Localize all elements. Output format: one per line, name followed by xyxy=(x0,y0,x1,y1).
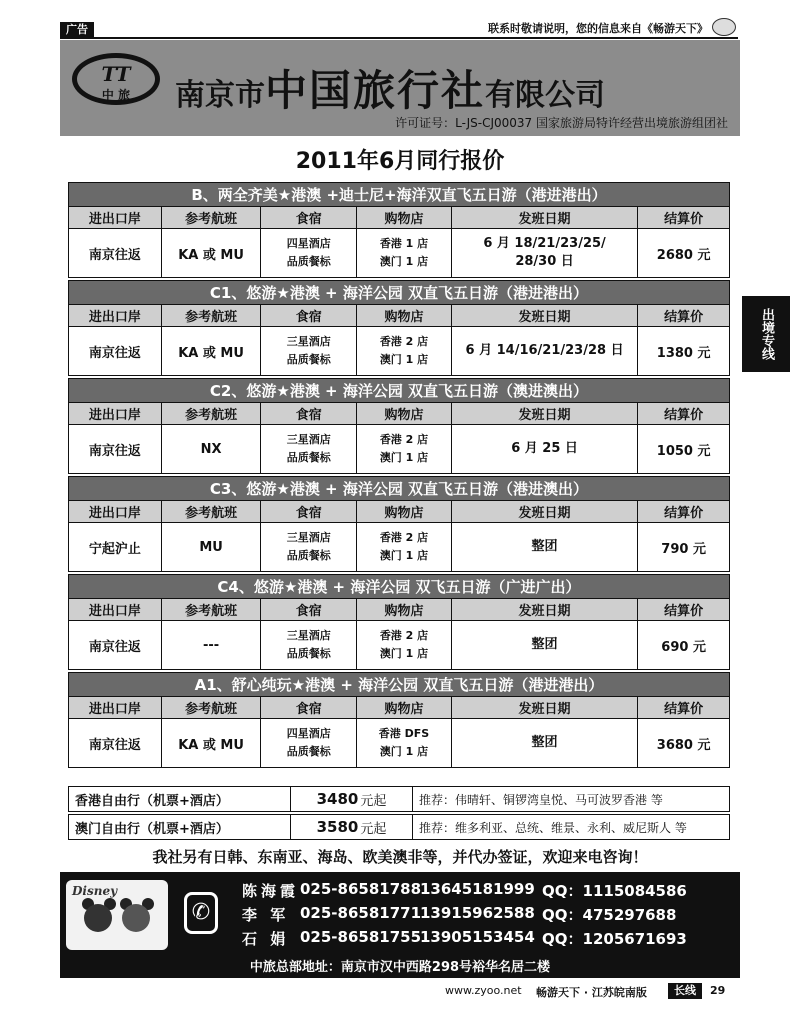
flight-cell: NX xyxy=(162,425,262,473)
meal-level: 品质餐标 xyxy=(286,549,331,562)
contact-mobile[interactable]: 13645181999 xyxy=(420,880,535,898)
contact-mobile[interactable]: 13905153454 xyxy=(420,928,535,946)
shop-macau: 澳门 1 店 xyxy=(379,745,429,758)
flight-cell: --- xyxy=(162,621,262,669)
contact-mobile[interactable]: 13915962588 xyxy=(420,904,535,922)
phone-icon: ✆ xyxy=(184,892,218,934)
column-header-row xyxy=(69,501,729,523)
column-header: 食宿 xyxy=(261,599,357,620)
magazine-logo-icon xyxy=(712,18,736,36)
free-travel-row xyxy=(68,786,730,812)
hotel-level: 四星酒店 xyxy=(286,727,331,740)
tour-section xyxy=(68,280,730,376)
flight-cell: KA 或 MU xyxy=(162,229,262,277)
company-prefix: 南京市 xyxy=(175,78,265,113)
shop-hk: 香港 2 店 xyxy=(379,433,429,446)
column-header: 参考航班 xyxy=(162,697,262,718)
column-header: 购物店 xyxy=(357,599,452,620)
hotel-level: 三星酒店 xyxy=(286,531,331,544)
column-header: 参考航班 xyxy=(162,501,262,522)
port-cell: 宁起沪止 xyxy=(69,523,162,571)
column-header: 参考航班 xyxy=(162,403,262,424)
section-title: C3、悠游★港澳 + 海洋公园 双直飞五日游（港进澳出） xyxy=(69,477,729,501)
section-title: B、两全齐美★港澳 +迪士尼+海洋双直飞五日游（港进港出） xyxy=(69,183,729,207)
column-header: 结算价 xyxy=(664,408,704,423)
disney-logo-icon xyxy=(66,880,168,950)
shop-cell xyxy=(357,229,452,277)
column-header: 进出口岸 xyxy=(69,207,162,228)
contact-person xyxy=(242,904,676,925)
column-header: 购物店 xyxy=(357,207,452,228)
ad-label: 广告 xyxy=(60,22,94,38)
column-header-row xyxy=(69,697,729,719)
column-header-row xyxy=(69,207,729,229)
column-header: 购物店 xyxy=(357,305,452,326)
shop-macau: 澳门 1 店 xyxy=(379,255,429,268)
column-header: 食宿 xyxy=(261,697,357,718)
shop-macau: 澳门 1 店 xyxy=(379,549,429,562)
column-header: 结算价 xyxy=(664,506,704,521)
column-header: 参考航班 xyxy=(162,207,262,228)
column-header: 发班日期 xyxy=(452,305,638,326)
price-value: 3480 xyxy=(316,790,359,808)
contact-tel[interactable]: 025-86581755 xyxy=(300,928,422,946)
shop-cell xyxy=(357,719,452,767)
column-header: 购物店 xyxy=(357,403,452,424)
contact-note: 联系时敬请说明，您的信息来自《畅游天下》 xyxy=(488,22,708,35)
column-header: 进出口岸 xyxy=(69,403,162,424)
table-row xyxy=(69,621,729,669)
column-header: 食宿 xyxy=(261,207,357,228)
minnie-icon xyxy=(122,904,150,932)
lodging-cell xyxy=(261,621,357,669)
shop-cell xyxy=(357,621,452,669)
hotel-level: 三星酒店 xyxy=(286,433,331,446)
page-number: 29 xyxy=(710,984,726,997)
price-value: 3580 xyxy=(316,818,359,836)
contact-person xyxy=(242,880,687,901)
top-bar xyxy=(0,0,800,38)
section-title: A1、舒心纯玩★港澳 + 海洋公园 双直飞五日游（港进港出） xyxy=(69,673,729,697)
shop-hk: 香港 2 店 xyxy=(379,629,429,642)
shop-macau: 澳门 1 店 xyxy=(379,647,429,660)
company-main: 中国旅行社 xyxy=(265,66,486,115)
contact-tel[interactable]: 025-86581771 xyxy=(300,904,422,922)
column-header-row xyxy=(69,403,729,425)
column-header: 发班日期 xyxy=(452,599,638,620)
meal-level: 品质餐标 xyxy=(286,353,331,366)
contact-tel[interactable]: 025-86581788 xyxy=(300,880,422,898)
departure-date-cell: 整团 xyxy=(452,523,638,571)
section-title: C1、悠游★港澳 + 海洋公园 双直飞五日游（港进港出） xyxy=(69,281,729,305)
tour-section xyxy=(68,476,730,572)
meal-level: 品质餐标 xyxy=(286,745,331,758)
section-title: C4、悠游★港澳 + 海洋公园 双飞五日游（广进广出） xyxy=(69,575,729,599)
column-header: 结算价 xyxy=(664,604,704,619)
column-header: 参考航班 xyxy=(162,599,262,620)
shop-cell xyxy=(357,327,452,375)
column-header: 食宿 xyxy=(261,305,357,326)
meal-level: 品质餐标 xyxy=(286,647,331,660)
table-row xyxy=(69,523,729,571)
lodging-cell xyxy=(261,229,357,277)
hq-address: 中旅总部地址：南京市汉中西路298号裕华名居二楼 xyxy=(249,960,551,975)
departure-date-cell: 整团 xyxy=(452,719,638,767)
contact-name: 李 军 xyxy=(242,906,290,924)
shop-hk: 香港 2 店 xyxy=(379,335,429,348)
disney-logo-text: Disney xyxy=(72,884,118,898)
hotel-level: 三星酒店 xyxy=(286,629,331,642)
port-cell: 南京往返 xyxy=(69,327,162,375)
table-row xyxy=(69,425,729,473)
shop-macau: 澳门 1 店 xyxy=(379,451,429,464)
contact-qq: QQ：1205671693 xyxy=(542,930,687,948)
meal-level: 品质餐标 xyxy=(286,255,331,268)
departure-date-cell: 6 月 25 日 xyxy=(452,425,638,473)
shop-hk: 香港 1 店 xyxy=(379,237,429,250)
contact-panel xyxy=(60,872,740,978)
page-title: 2011年6月同行报价 xyxy=(295,149,505,174)
column-header-row xyxy=(69,305,729,327)
column-header: 参考航班 xyxy=(162,305,262,326)
column-header: 发班日期 xyxy=(452,207,638,228)
shop-cell xyxy=(357,523,452,571)
price-unit: 元起 xyxy=(360,793,387,809)
price-cell: 690 元 xyxy=(661,639,706,655)
contact-person xyxy=(242,928,687,949)
company-suffix: 有限公司 xyxy=(485,78,606,113)
lodging-cell xyxy=(261,719,357,767)
table-row xyxy=(69,719,729,767)
column-header: 食宿 xyxy=(261,501,357,522)
column-header: 发班日期 xyxy=(452,697,638,718)
port-cell: 南京往返 xyxy=(69,719,162,767)
page-footer xyxy=(0,982,800,1002)
free-travel-recommend: 推荐：维多利亚、总统、维景、永利、威尼斯人 等 xyxy=(419,820,687,835)
column-header: 发班日期 xyxy=(452,501,638,522)
column-header-row xyxy=(69,599,729,621)
license-info: 许可证号：L-JS-CJ00037 国家旅游局特许经营出境旅游组团社 xyxy=(395,116,728,130)
shop-hk: 香港 2 店 xyxy=(379,531,429,544)
tour-section xyxy=(68,672,730,768)
departure-date-cell: 6 月 14/16/21/23/28 日 xyxy=(452,327,638,375)
price-cell: 3680 元 xyxy=(656,737,711,753)
port-cell: 南京往返 xyxy=(69,229,162,277)
tour-section xyxy=(68,574,730,670)
lodging-cell xyxy=(261,523,357,571)
lodging-cell xyxy=(261,425,357,473)
price-unit: 元起 xyxy=(360,821,387,837)
contact-name: 石 娟 xyxy=(242,930,290,948)
company-name xyxy=(175,58,730,115)
cits-logo-icon xyxy=(72,53,160,105)
publication-name: 畅游天下 · 江苏皖南版 xyxy=(536,986,647,999)
column-header: 结算价 xyxy=(664,310,704,325)
column-header: 购物店 xyxy=(357,697,452,718)
departure-date-cell: 6 月 18/21/23/25/ 28/30 日 xyxy=(452,229,638,277)
column-header: 进出口岸 xyxy=(69,305,162,326)
side-tab-outbound: 出境专线 xyxy=(742,296,790,372)
free-travel-name: 澳门自由行（机票+酒店） xyxy=(69,815,291,839)
flight-cell: MU xyxy=(162,523,262,571)
meal-level: 品质餐标 xyxy=(286,451,331,464)
contact-qq: QQ：1115084586 xyxy=(542,882,687,900)
tour-section xyxy=(68,182,730,278)
column-header: 食宿 xyxy=(261,403,357,424)
top-divider xyxy=(60,37,738,39)
column-header: 进出口岸 xyxy=(69,697,162,718)
price-cell: 1050 元 xyxy=(656,443,711,459)
column-header: 进出口岸 xyxy=(69,599,162,620)
price-cell: 2680 元 xyxy=(656,247,711,263)
port-cell: 南京往返 xyxy=(69,621,162,669)
column-header: 进出口岸 xyxy=(69,501,162,522)
hotel-level: 三星酒店 xyxy=(286,335,331,348)
price-cell: 790 元 xyxy=(661,541,706,557)
ad-frame xyxy=(60,40,740,978)
free-travel-price xyxy=(291,787,413,811)
free-travel-name: 香港自由行（机票+酒店） xyxy=(69,787,291,811)
column-header: 结算价 xyxy=(664,212,704,227)
port-cell: 南京往返 xyxy=(69,425,162,473)
free-travel-row xyxy=(68,814,730,840)
free-travel-recommend: 推荐：伟晴轩、铜锣湾皇悦、马可波罗香港 等 xyxy=(419,792,663,807)
column-header: 购物店 xyxy=(357,501,452,522)
mickey-icon xyxy=(84,904,112,932)
line-tag: 长线 xyxy=(668,983,702,999)
tour-section xyxy=(68,378,730,474)
free-travel-price xyxy=(291,815,413,839)
shop-cell xyxy=(357,425,452,473)
contact-qq: QQ：475297688 xyxy=(542,906,677,924)
table-row xyxy=(69,229,729,277)
logo-letters: TT xyxy=(101,62,131,86)
hotel-level: 四星酒店 xyxy=(286,237,331,250)
table-row xyxy=(69,327,729,375)
contact-name: 陈海霞 xyxy=(242,882,300,900)
flight-cell: KA 或 MU xyxy=(162,327,262,375)
site-url[interactable]: www.zyoo.net xyxy=(445,984,522,997)
departure-date-cell: 整团 xyxy=(452,621,638,669)
service-notice: 我社另有日韩、东南亚、海岛、欧美澳非等，并代办签证，欢迎来电咨询！ xyxy=(152,848,648,866)
shop-macau: 澳门 1 店 xyxy=(379,353,429,366)
shop-hk: 香港 DFS xyxy=(378,727,430,740)
company-header xyxy=(60,40,740,136)
column-header: 发班日期 xyxy=(452,403,638,424)
logo-cn: 中 旅 xyxy=(101,88,131,102)
lodging-cell xyxy=(261,327,357,375)
flight-cell: KA 或 MU xyxy=(162,719,262,767)
price-cell: 1380 元 xyxy=(656,345,711,361)
column-header: 结算价 xyxy=(664,702,704,717)
section-title: C2、悠游★港澳 + 海洋公园 双直飞五日游（澳进澳出） xyxy=(69,379,729,403)
